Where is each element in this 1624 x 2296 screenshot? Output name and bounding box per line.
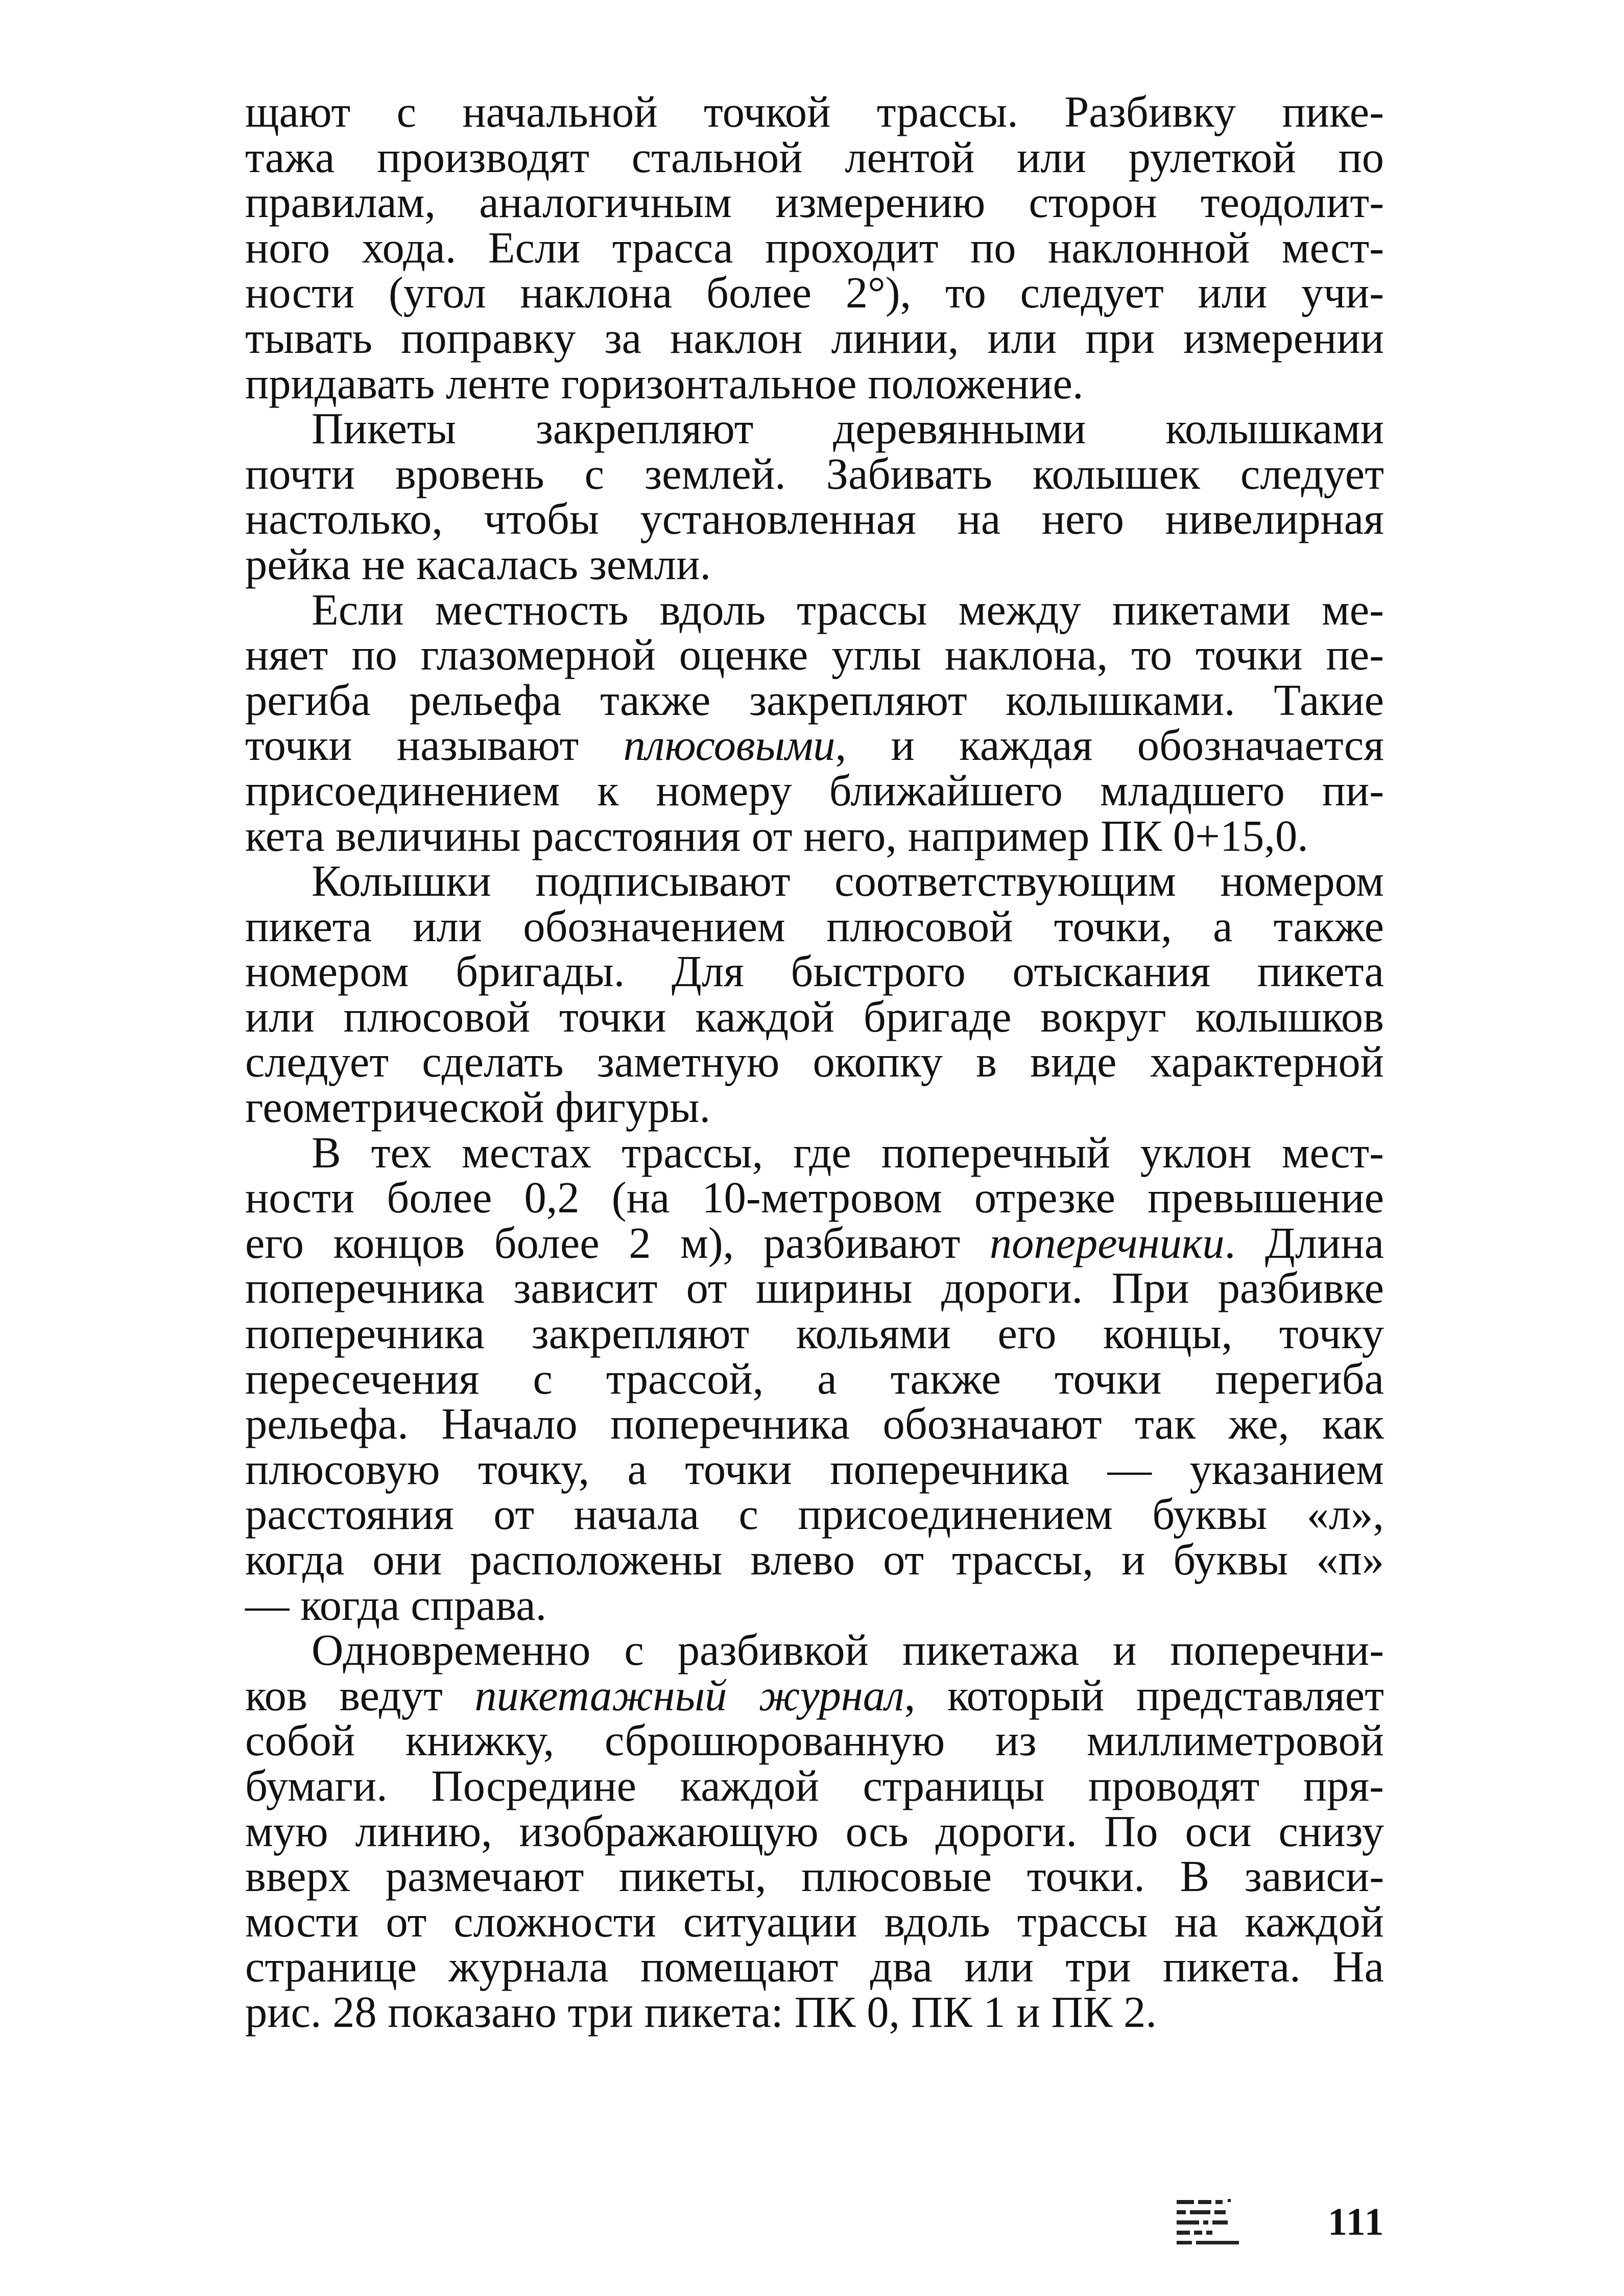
text-line: настолько, чтобы установленная на него нивелирная	[245, 494, 1384, 544]
text-line: следует сделать заметную окопку в виде характерной	[245, 1037, 1384, 1087]
text-line: присоединением к номеру ближайшего младшего пи-	[245, 766, 1384, 815]
text-segment: . Длина	[1224, 1218, 1384, 1267]
text-line: геометрической фигуры.	[245, 1083, 711, 1132]
text-line: номером бригады. Для быстрого отыскания пикета	[245, 947, 1384, 996]
text-line: расстояния от начала с присоединением буквы «л»,	[245, 1490, 1384, 1539]
text-line: вверх размечают пикеты, плюсовые точки. В зависи-	[245, 1852, 1384, 1901]
text-line: региба рельефа также закрепляют колышками. Такие	[245, 675, 1384, 725]
paragraph	[245, 89, 1384, 406]
text-line: няет по глазомерной оценке углы наклона, то точки пе-	[245, 630, 1384, 680]
paragraph	[245, 858, 1384, 1130]
body-text	[245, 89, 1384, 2035]
italic-term: поперечники	[989, 1218, 1225, 1267]
text-line: поперечника зависит от ширины дороги. При разбивке	[245, 1263, 1384, 1313]
text-line: рейка не касалась земли.	[245, 539, 711, 589]
text-line: поперечника закрепляют кольями его концы, точку	[245, 1309, 1384, 1358]
text-line	[245, 723, 1384, 768]
page-footer	[1175, 2196, 1389, 2252]
text-line: почти вровень с землей. Забивать колышек следует	[245, 449, 1384, 498]
paragraph	[245, 1625, 1384, 2037]
text-line: тывать поправку за наклон линии, или при измерении	[245, 313, 1384, 363]
text-segment: ков ведут	[245, 1670, 475, 1720]
text-segment: , который представляет	[904, 1670, 1384, 1720]
text-line: или плюсовой точки каждой бригаде вокруг колышков	[245, 992, 1384, 1041]
text-line: щают с начальной точкой трассы. Разбивку пике-	[245, 87, 1384, 136]
paragraph	[245, 587, 1384, 859]
text-line: плюсовую точку, а точки поперечника — указанием	[245, 1444, 1384, 1494]
text-line	[245, 1218, 1384, 1267]
text-line: мую линию, изображающую ось дороги. По оси снизу	[245, 1806, 1384, 1856]
page-number: 111	[1328, 2201, 1385, 2243]
text-line: Пикеты закрепляют деревянными колышками	[312, 404, 1384, 453]
text-line: странице журнала помещают два или три пикета. На	[245, 1942, 1384, 1992]
text-line: рис. 28 показано три пикета: ПК 0, ПК 1 и ПК 2.	[245, 1987, 1157, 2037]
text-segment: , и каждая обозначается	[835, 721, 1384, 770]
text-line: Если местность вдоль трассы между пикетами ме-	[312, 585, 1384, 634]
text-line: мости от сложности ситуации вдоль трассы на каждой	[245, 1897, 1384, 1946]
text-line: бумаги. Посредине каждой страницы проводят пря-	[245, 1761, 1384, 1810]
text-segment: точки называют	[245, 721, 624, 770]
text-line: В тех местах трассы, где поперечный уклон мест-	[312, 1128, 1384, 1177]
text-line: правилам, аналогичным измерению сторон теодолит-	[245, 178, 1384, 227]
text-line	[245, 1670, 1384, 1720]
text-line: Колышки подписывают соответствующим номером	[312, 856, 1384, 906]
text-line: ного хода. Если трасса проходит по наклонной мест-	[245, 223, 1384, 272]
text-line: кета величины расстояния от него, например ПК 0+15,0.	[245, 811, 1308, 860]
text-line: ности более 0,2 (на 10-метровом отрезке превышение	[245, 1173, 1384, 1223]
text-line: ности (угол наклона более 2°), то следует или учи-	[245, 268, 1384, 318]
text-line: Одновременно с разбивкой пикетажа и поперечни-	[312, 1625, 1384, 1675]
text-line: собой книжку, сброшюрованную из миллиметровой	[245, 1716, 1384, 1765]
text-line: пересечения с трассой, а также точки перегиба	[245, 1354, 1384, 1403]
text-line: тажа производят стальной лентой или рулеткой по	[245, 132, 1384, 182]
text-line: когда они расположены влево от трассы, и буквы «п»	[245, 1535, 1384, 1584]
printer-signature-mark-icon	[1175, 2197, 1241, 2248]
text-line: рельефа. Начало поперечника обозначают так же, как	[245, 1399, 1384, 1449]
text-line: придавать ленте горизонтальное положение.	[245, 358, 1084, 408]
text-segment: его концов более 2 м), разбивают	[245, 1218, 990, 1267]
italic-term: пикетажный журнал	[474, 1670, 904, 1720]
text-line: пикета или обозначением плюсовой точки, а также	[245, 901, 1384, 951]
italic-term: плюсовыми	[623, 721, 835, 770]
paragraph	[245, 1130, 1384, 1628]
paragraph	[245, 406, 1384, 587]
text-line: — когда справа.	[245, 1580, 547, 1630]
